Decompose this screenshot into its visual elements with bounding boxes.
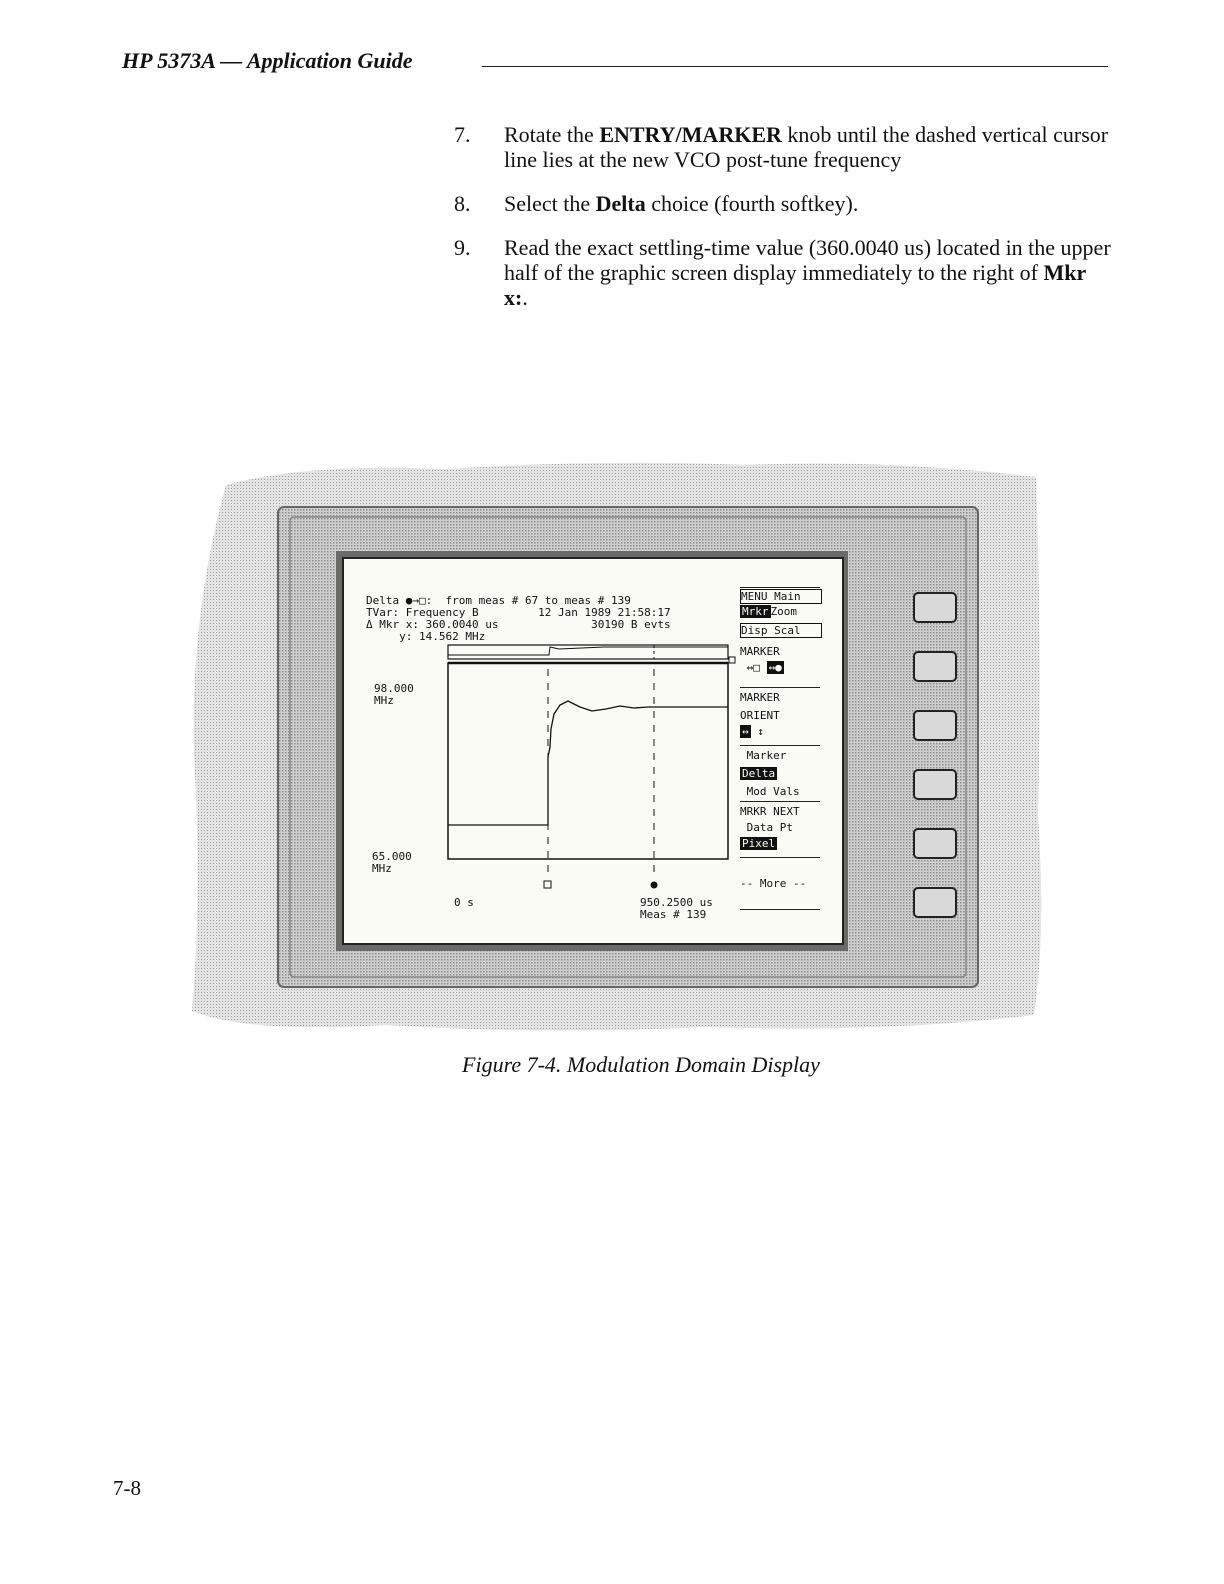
softkey-mod-vals[interactable]: Mod Vals bbox=[740, 785, 800, 798]
x-left-label: 0 s bbox=[454, 896, 474, 909]
overview-trace bbox=[448, 647, 728, 655]
step-item bbox=[454, 122, 1124, 172]
plot-frame bbox=[448, 663, 728, 859]
hardware-softkey-5[interactable] bbox=[913, 828, 957, 859]
step-number: 7. bbox=[454, 122, 471, 147]
softkey-data-pt: Data Pt bbox=[740, 821, 793, 834]
softkey-marker[interactable]: MARKER bbox=[740, 645, 780, 658]
frequency-trace bbox=[448, 701, 728, 825]
softkey-orient-choice[interactable]: ↔ ↕ bbox=[742, 725, 764, 738]
x-right-label: 950.2500 us bbox=[640, 896, 713, 909]
softkey-mrkr-next[interactable]: MRKR NEXT bbox=[740, 805, 800, 818]
status-line: y: 14.562 MHz bbox=[366, 630, 486, 643]
hardware-softkey-4[interactable] bbox=[913, 769, 957, 800]
softkey-orient-label: ORIENT bbox=[740, 709, 780, 722]
softkey-menu-main[interactable]: MENU Main bbox=[740, 589, 822, 604]
y-bottom-unit: MHz bbox=[372, 862, 392, 875]
y-top-value: 98.000 bbox=[374, 682, 414, 695]
softkey-marker-select[interactable]: ↔□ ↔● bbox=[740, 661, 782, 674]
softkey-delta[interactable]: Delta bbox=[742, 767, 776, 780]
hardware-softkey-2[interactable] bbox=[913, 651, 957, 682]
softkey-pixel[interactable]: Pixel bbox=[742, 837, 776, 850]
reference-marker bbox=[544, 881, 551, 888]
softkey-disp-scal[interactable]: Disp Scal bbox=[740, 623, 822, 638]
step-number: 9. bbox=[454, 235, 471, 260]
procedure-steps bbox=[454, 122, 1124, 329]
status-line: Δ Mkr x: 360.0040 us 30190 B evts bbox=[366, 618, 671, 631]
figure-caption: Figure 7-4. Modulation Domain Display bbox=[462, 1052, 820, 1077]
status-line: TVar: Frequency B 12 Jan 1989 21:58:17 bbox=[366, 606, 671, 619]
softkey-more[interactable]: -- More -- bbox=[740, 877, 807, 890]
softkey-marker-mode[interactable]: Marker bbox=[740, 749, 787, 762]
step-item bbox=[454, 235, 1124, 310]
softkey-marker-orient[interactable]: MARKER bbox=[740, 691, 780, 704]
step-text: Read the exact settling-time value (360.0040 us) located in the upper half of the graphic screen display immediately to the right of Mkr x:. bbox=[504, 235, 1111, 310]
meas-label: Meas # 139 bbox=[640, 908, 707, 921]
y-top-unit: MHz bbox=[374, 694, 394, 707]
figure-modulation-display bbox=[186, 455, 1046, 1035]
step-text: Select the Delta choice (fourth softkey). bbox=[504, 191, 859, 216]
softkey-mrkr-zoom[interactable]: Mrkr Zoom bbox=[742, 605, 797, 618]
step-item bbox=[454, 191, 1124, 216]
status-line: Delta ●→□: from meas # 67 to meas # 139 bbox=[366, 594, 631, 607]
instrument-screen bbox=[342, 557, 844, 945]
page-number: 7-8 bbox=[113, 1476, 141, 1500]
plot-corner-marker bbox=[729, 657, 735, 663]
delta-marker bbox=[651, 882, 658, 889]
step-number: 8. bbox=[454, 191, 471, 216]
document-title: HP 5373A — Application Guide bbox=[122, 48, 423, 74]
y-bottom-value: 65.000 bbox=[372, 850, 412, 863]
header-rule bbox=[482, 66, 1108, 67]
step-text: Rotate the ENTRY/MARKER knob until the dashed vertical cursor line lies at the new VCO post-tune frequency bbox=[504, 122, 1109, 172]
hardware-softkey-6[interactable] bbox=[913, 887, 957, 918]
hardware-softkey-1[interactable] bbox=[913, 592, 957, 623]
hardware-softkey-3[interactable] bbox=[913, 710, 957, 741]
running-header bbox=[122, 48, 1108, 78]
